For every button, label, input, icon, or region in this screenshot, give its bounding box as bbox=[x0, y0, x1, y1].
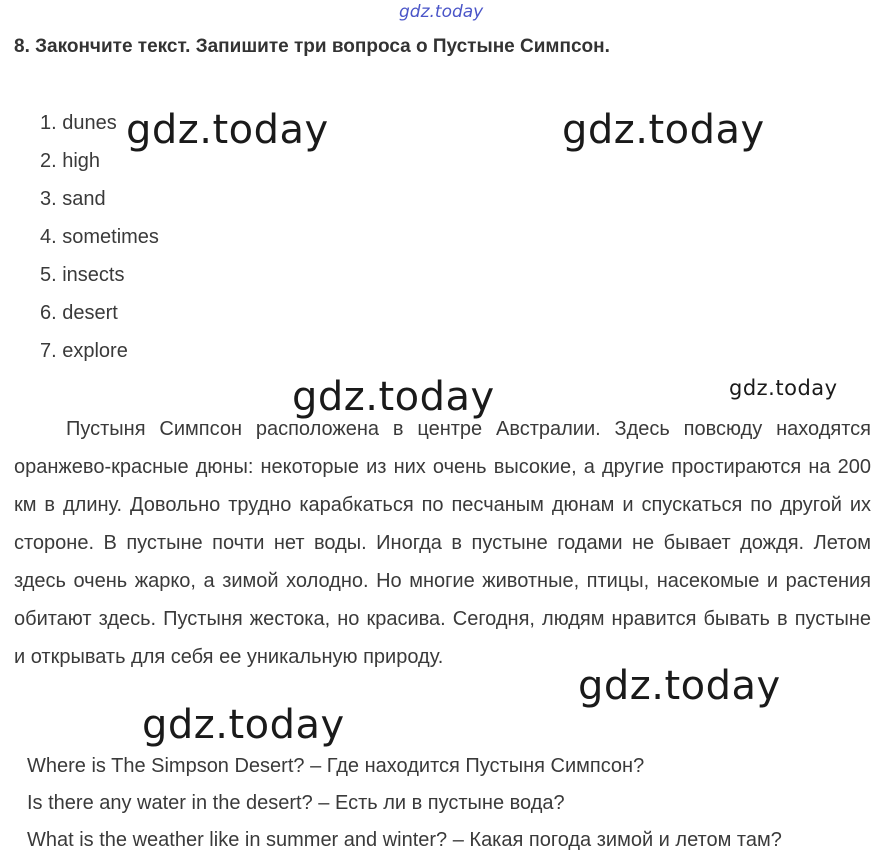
list-item: 6. desert bbox=[40, 302, 118, 324]
watermark: gdz.today bbox=[142, 702, 345, 748]
watermark: gdz.today bbox=[126, 107, 329, 153]
question-item: What is the weather like in summer and winter? – Какая погода зимой и летом там? bbox=[27, 829, 782, 851]
watermark: gdz.today bbox=[292, 374, 495, 420]
question-list bbox=[27, 754, 782, 865]
list-item: 3. sand bbox=[40, 188, 106, 210]
question-item: Where is The Simpson Desert? – Где находится Пустыня Симпсон? bbox=[27, 755, 645, 777]
translation-paragraph: Пустыня Симпсон расположена в центре Австралии. Здесь повсюду находятся оранжево-красные дюны: некоторые из них очень высокие, а другие простираются на 200 км в длину. Довольно трудно карабкаться по песчаным дюнам и спускаться по другой их стороне. В пустыне почти нет воды. Иногда в пустыне годами не бывает дождя. Летом здесь очень жарко, а зимой холодно. Но многие животные, птицы, насекомые и растения обитают здесь. Пустыня жестока, но красива. Сегодня, людям нравится бывать в пустыне и открывать для себя ее уникальную природу. bbox=[14, 418, 871, 668]
watermark: gdz.today bbox=[729, 376, 838, 400]
list-item: 1. dunes bbox=[40, 112, 117, 134]
watermark-top: gdz.today bbox=[399, 2, 484, 22]
list-item: 7. explore bbox=[40, 340, 128, 362]
list-item: 2. high bbox=[40, 150, 101, 172]
watermark: gdz.today bbox=[578, 663, 781, 709]
list-item: 5. insects bbox=[40, 264, 125, 286]
task-title: 8. Закончите текст. Запишите три вопроса о Пустыне Симпсон. bbox=[14, 36, 610, 57]
question-item: Is there any water in the desert? – Есть ли в пустыне вода? bbox=[27, 792, 565, 814]
list-item: 4. sometimes bbox=[40, 226, 159, 248]
watermark: gdz.today bbox=[562, 107, 765, 153]
